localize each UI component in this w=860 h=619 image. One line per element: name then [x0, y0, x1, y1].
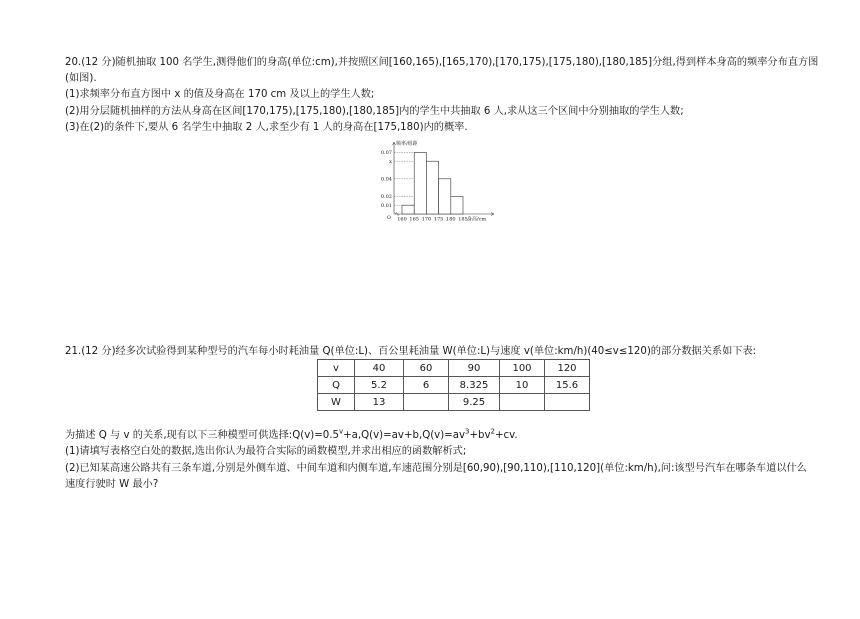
table-cell [500, 394, 545, 411]
histogram-bar [402, 205, 414, 214]
q20-stem-line1: 20.(12 分)随机抽取 100 名学生,测得他们的身高(单位:cm),并按照区间[160,165),[165,170),[170,175),[175,180),[180,185]分组,得到样本身高的频率分布直方图 [65, 57, 819, 68]
x-axis-label: 身高/cm [467, 216, 487, 223]
table-cell: 8.325 [449, 377, 500, 394]
table-cell: 60 [404, 360, 449, 377]
table-cell [404, 394, 449, 411]
x-tick-label: 165 [409, 216, 419, 223]
x-tick-label: 175 [433, 216, 444, 223]
table-row [318, 394, 590, 411]
table-cell: Q [318, 377, 355, 394]
table-cell: 10 [500, 377, 545, 394]
table-cell: 9.25 [449, 394, 500, 411]
x-tick-label: 160 [397, 216, 407, 223]
histogram-bar [414, 152, 426, 214]
origin-label: O [386, 215, 391, 221]
table-cell: 100 [500, 360, 545, 377]
x-tick-label: 170 [421, 216, 432, 223]
table-cell: 13 [355, 394, 404, 411]
q21-part2-line1: (2)已知某高速公路共有三条车道,分别是外侧车道、中间车道和内侧车道,车速范围分别是[60,90),[90,110),[110,120](单位:km/h),问:该型号汽车在哪条车道以什么 [65, 463, 807, 474]
table-cell: 120 [545, 360, 590, 377]
y-tick-label: 0.04 [380, 176, 392, 183]
q21-part1: (1)请填写表格空白处的数据,选出你认为最符合实际的函数模型,并求出相应的函数解析式; [65, 446, 467, 457]
table-cell: W [318, 394, 355, 411]
table-cell: 6 [404, 377, 449, 394]
y-tick-label: 0.07 [380, 150, 392, 157]
histogram-bar [426, 161, 438, 214]
table-row [318, 377, 590, 394]
y-tick-label: x [389, 158, 392, 165]
y-axis-label: 频率/组距 [396, 141, 418, 147]
histogram-figure [366, 138, 506, 228]
table-row [318, 360, 590, 377]
table-cell: 40 [355, 360, 404, 377]
table-cell: v [318, 360, 355, 377]
data-table [317, 359, 590, 411]
table-cell [545, 394, 590, 411]
x-tick-label: 185 [458, 216, 468, 223]
histogram-bar [451, 196, 463, 214]
table-cell: 5.2 [355, 377, 404, 394]
q20-part2: (2)用分层随机抽样的方法从身高在区间[170,175),[175,180),[180,185]内的学生中共抽取 6 人,求从这三个区间中分别抽取的学生人数; [65, 106, 684, 117]
y-tick-label: 0.01 [380, 202, 392, 209]
q21-model-line: 为描述 Q 与 v 的关系,现有以下三种模型可供选择$:Q(v)=0.5^v+a,Q(v)=av+b,Q(v)=av^3+bv^2+cv$. [65, 427, 518, 441]
histogram-chart [366, 138, 506, 228]
x-tick-label: 180 [446, 216, 456, 223]
q21-stem: 21.(12 分)经多次试验得到某种型号的汽车每小时耗油量 Q(单位:L)、百公里耗油量 W(单位:L)与速度 v(单位:km/h)(40≤v≤120)的部分数据关系如下表: [65, 346, 757, 357]
table-cell: 90 [449, 360, 500, 377]
q20-stem-line2: (如图). [65, 73, 97, 84]
q20-part3: (3)在(2)的条件下,要从 6 名学生中抽取 2 人,求至少有 1 人的身高在[175,180)内的概率. [65, 122, 468, 133]
y-tick-label: 0.02 [380, 194, 392, 201]
table-cell: 15.6 [545, 377, 590, 394]
q21-part2-line2: 速度行驶时 W 最小? [65, 479, 159, 490]
q20-part1: (1)求频率分布直方图中 x 的值及身高在 170 cm 及以上的学生人数; [65, 89, 375, 100]
histogram-bar [439, 179, 451, 214]
